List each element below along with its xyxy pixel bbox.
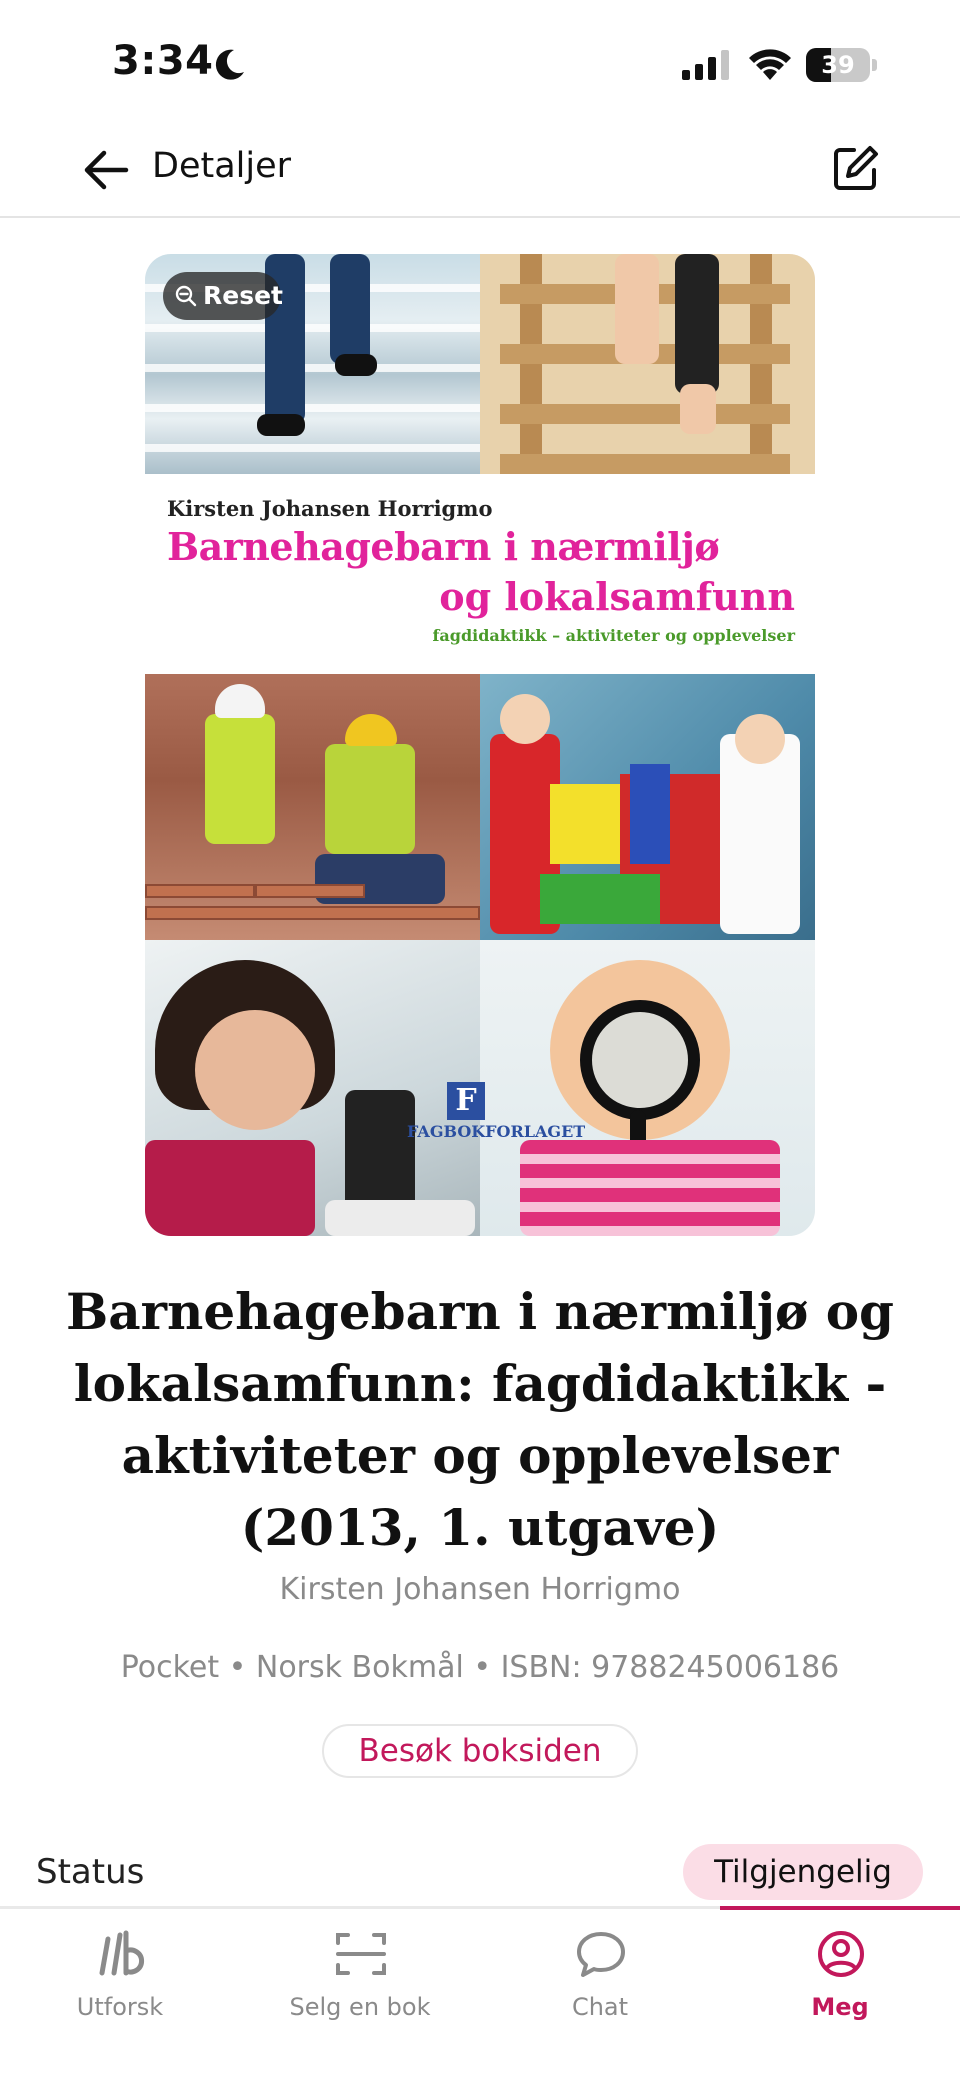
back-arrow-icon[interactable] [82, 148, 130, 192]
cover-publisher: FAGBOKFORLAGET [407, 1122, 586, 1141]
cover-photo-kids [480, 674, 815, 940]
app-header [0, 120, 960, 218]
cover-photo-scientist [145, 940, 480, 1236]
book-title: Barnehagebarn i nærmiljø og lokalsamfunn: fagdidaktikk - aktiviteter og opplevelser (2013, 1. utgave) [65, 1282, 895, 1557]
cover-title-line2: og lokalsamfunn [439, 574, 795, 619]
cover-photo-ladder [480, 254, 815, 474]
book-author: Kirsten Johansen Horrigmo [279, 1572, 681, 1607]
cover-author: Kirsten Johansen Horrigmo [167, 496, 493, 521]
nav-item-selg-en-bok[interactable] [240, 1909, 480, 2029]
publisher-logo: F [447, 1082, 485, 1120]
moon-icon [212, 48, 246, 82]
wifi-icon [748, 46, 792, 80]
nav-item-meg[interactable] [720, 1909, 960, 2029]
cellular-signal-icon [682, 50, 732, 80]
book-cover-image[interactable] [145, 254, 815, 1236]
cover-photo-workers [145, 674, 480, 940]
edit-icon[interactable] [832, 144, 880, 192]
nav-item-utforsk[interactable] [0, 1909, 240, 2029]
cover-subtitle: fagdidaktikk – aktiviteter og opplevelser [432, 626, 795, 645]
nav-label-chat: Chat [571, 1993, 629, 2021]
profile-icon [814, 1929, 868, 1979]
cover-title-line1: Barnehagebarn i nærmiljø [167, 524, 720, 569]
reset-zoom-button[interactable] [163, 272, 281, 320]
visit-book-page-button[interactable]: Besøk boksiden [322, 1724, 638, 1778]
chat-bubble-icon [574, 1929, 628, 1979]
nav-item-chat[interactable] [480, 1909, 720, 2029]
battery-indicator [806, 48, 876, 82]
status-bar [0, 0, 960, 120]
reset-label: Reset [203, 281, 283, 310]
book-meta: Pocket • Norsk Bokmål • ISBN: 9788245006186 [120, 1650, 840, 1685]
bottom-navigation [0, 1906, 960, 2081]
explore-logo-icon [94, 1929, 148, 1979]
nav-label-meg: Meg [811, 1993, 869, 2021]
page-title: Detaljer [152, 146, 292, 186]
nav-label-selg-en-bok: Selg en bok [289, 1993, 431, 2021]
scan-icon [334, 1929, 388, 1979]
status-badge: Tilgjengelig [683, 1844, 923, 1900]
battery-level: 39 [821, 51, 855, 79]
status-time: 3:34 [112, 38, 214, 84]
status-label: Status [36, 1852, 145, 1892]
nav-label-utforsk: Utforsk [76, 1993, 164, 2021]
cover-photo-girl [480, 940, 815, 1236]
zoom-out-icon [175, 285, 197, 307]
